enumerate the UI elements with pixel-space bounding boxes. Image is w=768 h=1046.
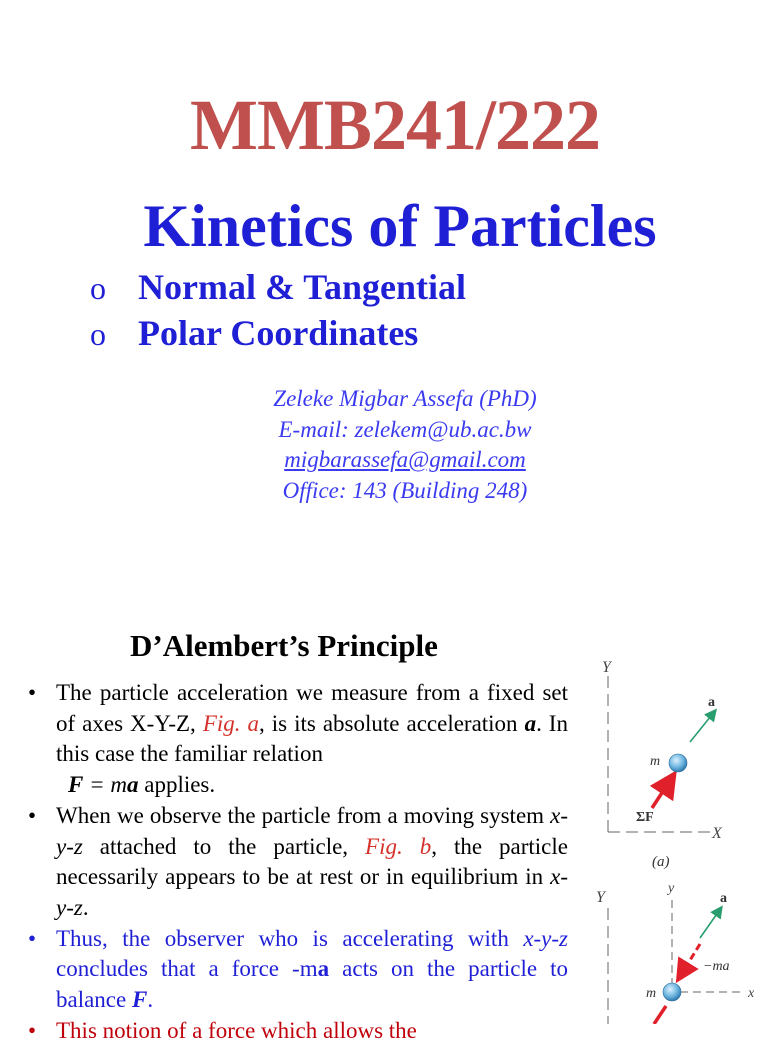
bullet-item [28, 801, 568, 924]
text-run: acts on the particle to balance [56, 956, 569, 1013]
text-run: , the particle necessarily appears to be at rest or in equilibrium in [56, 833, 568, 890]
acceleration-arrow [690, 711, 715, 742]
topic-label: Normal & Tangential [138, 267, 467, 307]
text-run: x-y-z [523, 925, 568, 951]
mass-label: m [650, 754, 661, 769]
bullet-item [28, 924, 568, 1016]
x-axis-label: X [712, 825, 722, 842]
topic-label: Polar Coordinates [138, 313, 419, 353]
y-axis-label: Y [596, 889, 605, 906]
topic-list [90, 266, 466, 358]
bullet-dot: • [28, 680, 37, 705]
acceleration-label: a [720, 891, 727, 906]
y-axis-label: Y [602, 659, 611, 676]
text-run: . [147, 987, 154, 1013]
force-arrow [652, 776, 673, 808]
text-run: . [82, 894, 89, 920]
dalembert-figure [588, 650, 768, 1024]
text-run: applies. [138, 772, 216, 798]
acceleration-symbol: a [524, 710, 537, 736]
local-y-label: y [668, 881, 675, 896]
author-name: Zeleke Migbar Assefa (PhD) [273, 386, 537, 411]
author-alt-email-link[interactable]: migbarassefa@gmail.com [284, 447, 526, 472]
figure-reference: Fig. a [202, 710, 260, 736]
figure-b [596, 881, 755, 1024]
figure-a [602, 659, 723, 870]
topic-item [90, 312, 466, 358]
acceleration-arrow [700, 908, 721, 938]
inertia-force-label: −ma [703, 959, 730, 974]
bullet-item [28, 678, 568, 801]
text-run: , is its absolute acceleration [259, 710, 525, 736]
equation [56, 772, 138, 797]
figure-reference: Fig. b [365, 833, 432, 859]
text-run: When we observe the particle from a moving system [56, 802, 551, 828]
acceleration-symbol: a [126, 772, 139, 798]
text-run: concludes that a force -m [56, 956, 318, 982]
text-run: The particle acceleration we measure from a fixed set of axes X-Y-Z, [56, 680, 568, 736]
particle [669, 754, 687, 772]
bullet-item [28, 1016, 568, 1046]
text-run: Thus, the observer who is accelerating with [56, 925, 524, 951]
text-run: = m [83, 772, 127, 798]
bullet-dot: • [28, 925, 37, 951]
bullet-dot: • [28, 802, 37, 828]
force-arrow [654, 1006, 666, 1024]
author-office: Office: 143 (Building 248) [282, 477, 528, 503]
bullet-dot: • [28, 1017, 37, 1043]
text-run: x-y-z [56, 802, 568, 859]
particle [663, 983, 681, 1001]
principle-bullets [28, 678, 568, 1046]
text-run: x-y-z [56, 864, 568, 920]
course-code: MMB241/222 [190, 85, 600, 165]
text-run: attached to the particle, [82, 833, 366, 859]
text-run: . In this case the familiar relation [56, 710, 568, 767]
figure-caption: (a) [652, 854, 670, 870]
topic-item [90, 266, 466, 312]
author-email: E-mail: zelekem@ub.ac.bw [278, 416, 532, 442]
inertia-force-arrow [679, 944, 700, 978]
topic-bullet: o [90, 270, 106, 306]
acceleration-symbol: a [317, 956, 330, 982]
acceleration-label: a [708, 695, 715, 710]
topic-bullet: o [90, 316, 106, 352]
slide-title: Kinetics of Particles [143, 193, 657, 259]
author-block [200, 384, 610, 506]
force-symbol: F [68, 772, 84, 798]
force-label: ΣF [636, 810, 654, 825]
mass-label: m [646, 986, 657, 1001]
section-title: D’Alembert’s Principle [130, 628, 438, 663]
local-x-label: x [748, 986, 755, 1001]
text-run: This notion of a force which allows the [56, 1017, 417, 1043]
force-symbol: F [131, 987, 148, 1013]
